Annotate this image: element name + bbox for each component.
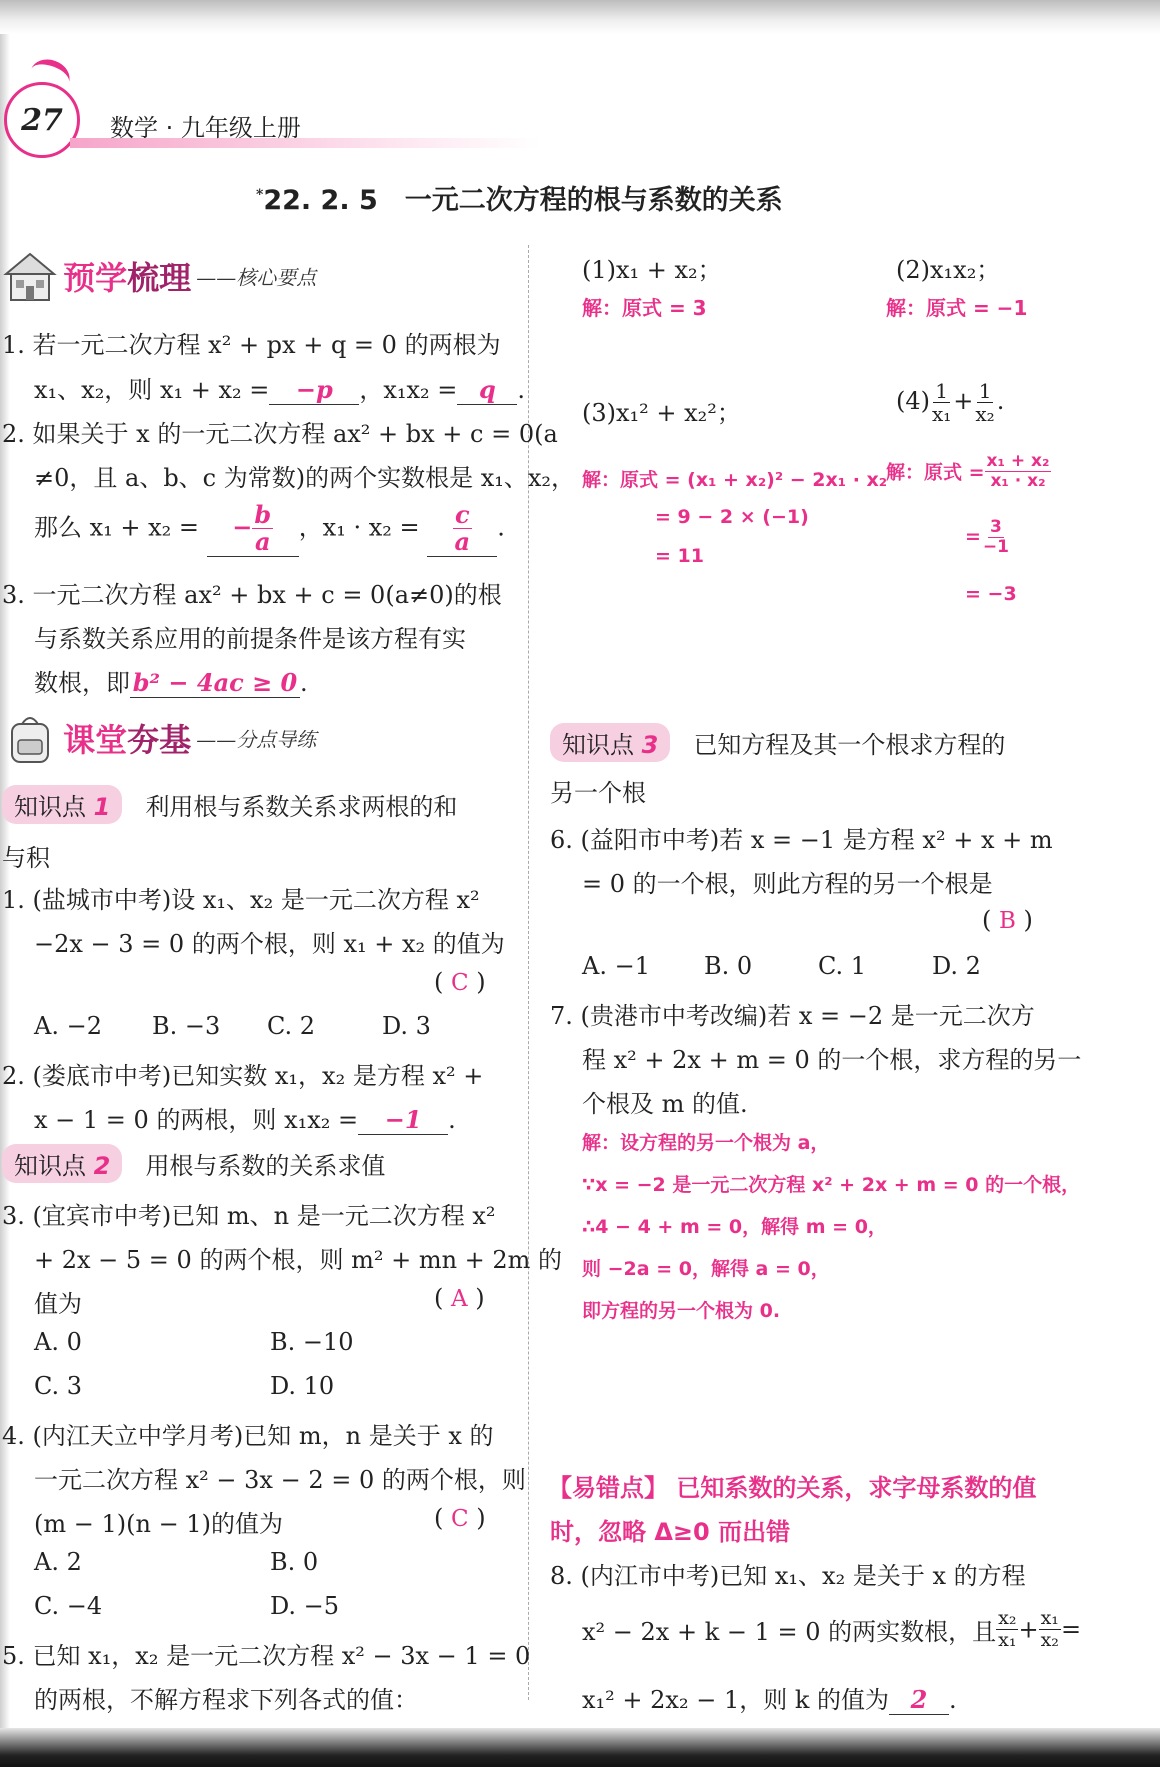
q4-answer-value: C [451, 1506, 469, 1532]
q5-p4-end: . [996, 387, 1005, 415]
p-i2-ans2 [427, 502, 497, 557]
classroom-title-b: 夯基 [127, 721, 192, 759]
q5-p1-sol: 解：原式 = 3 [582, 296, 707, 320]
q5-p3-sol1: 解：原式 = (x₁ + x₂)² − 2x₁ · x₂ [582, 469, 888, 491]
q8-l3a: x₁² + 2x₂ − 1，则 k 的值为 [582, 1686, 890, 1714]
q7-sol-4: 则 −2a = 0，解得 a = 0， [582, 1258, 830, 1280]
preview-title-b: 梳理 [127, 259, 192, 297]
q5-p4-sol2 [965, 518, 1011, 556]
p-i1-l1: 1. 若一元二次方程 x² + px + q = 0 的两根为 [2, 331, 501, 359]
q5-p4-sol2-num: 3 [990, 517, 1002, 537]
p-i3-l3a: 数根，即 [34, 669, 130, 697]
q8-f1-num: x₂ [998, 1607, 1017, 1629]
q2-l2a: x − 1 = 0 的两根，则 x₁x₂ = [34, 1106, 359, 1134]
preview-subtitle: ——核心要点 [196, 265, 317, 290]
p-i1-l2c: . [517, 376, 526, 404]
q7-sol-1: 解：设方程的另一个根为 a， [582, 1132, 830, 1154]
q5-l1: 5. 已知 x₁，x₂ 是一元二次方程 x² − 3x − 1 = 0 [2, 1642, 531, 1670]
p-i3-l1: 3. 一元二次方程 ax² + bx + c = 0(a≠0)的根 [2, 581, 502, 609]
p-i3-l2: 与系数关系应用的前提条件是该方程有实 [34, 625, 466, 653]
page-top-edge [0, 0, 1160, 34]
classroom-subtitle: ——分点导练 [196, 727, 317, 752]
q2-l2 [34, 1100, 456, 1135]
kp3-text2: 另一个根 [550, 779, 646, 807]
q3-answer-value: A [451, 1286, 468, 1312]
preview-section-header [2, 248, 316, 304]
q4-l2: 一元二次方程 x² − 3x − 2 = 0 的两个根，则 [34, 1466, 526, 1494]
q6-l1: 6. (益阳市中考)若 x = −1 是方程 x² + x + m [550, 826, 1053, 854]
q8-answer: 2 [889, 1685, 949, 1715]
lesson-title [256, 178, 783, 217]
mistake-label: 【易错点】 [548, 1474, 668, 1502]
q6-answer: ( B ) [982, 906, 1033, 934]
q5-p4-sol2-den: −1 [982, 536, 1009, 557]
p-i1-l2a: x₁、x₂，则 x₁ + x₂ = [34, 376, 270, 404]
kp2-label: 知识点 [14, 1152, 86, 1180]
page-bottom-edge [0, 1728, 1160, 1767]
p-i1-ans2: q [457, 375, 517, 405]
q5-p1: (1)x₁ + x₂； [582, 256, 722, 284]
q8-eq: = [1060, 1615, 1082, 1644]
q5-p3-sol3: = 11 [655, 545, 704, 567]
q8-l2 [582, 1608, 1081, 1651]
q5-p4-num2: 1 [978, 379, 992, 403]
q5-p4-den1: x₁ [932, 402, 952, 426]
q6-opt-c: C. 1 [818, 952, 867, 980]
q5-p4-sol-num: x₁ + x₂ [986, 451, 1050, 471]
q5-p4-sol1 [886, 452, 1051, 490]
lesson-title-text: 22. 2. 5 一元二次方程的根与系数的关系 [263, 185, 783, 216]
q1-opt-c: C. 2 [267, 1012, 316, 1040]
q7-sol-3: ∴4 − 4 + m = 0，解得 m = 0， [582, 1216, 887, 1238]
p-i2-ans1 [207, 502, 299, 557]
classroom-section-header [2, 710, 316, 766]
q1-l2: −2x − 3 = 0 的两个根，则 x₁ + x₂ 的值为 [34, 930, 505, 958]
p-i1-ans1: −p [269, 375, 359, 405]
q6-answer-value: B [999, 908, 1016, 934]
q7-l3: 个根及 m 的值. [582, 1090, 748, 1118]
q8-f2-num: x₁ [1040, 1607, 1059, 1629]
p-i2-ans2-den: a [454, 527, 471, 557]
page-number-badge [4, 82, 80, 158]
q8-plus: + [1018, 1615, 1039, 1644]
kp3 [550, 723, 1005, 762]
p-i3-ans: b² − 4ac ≥ 0 [130, 668, 300, 698]
book-title: 数学 · 九年级上册 [110, 114, 301, 142]
p-i3-l3 [34, 663, 308, 698]
p-i2-l3b: ，x₁ · x₂ = [298, 513, 420, 542]
kp2-num: 2 [93, 1152, 111, 1180]
kp1-num: 1 [93, 793, 111, 821]
q5-p4-num1: 1 [935, 379, 949, 403]
q5-p4-pre: (4) [896, 387, 930, 415]
q5-l2: 的两根，不解方程求下列各式的值： [34, 1686, 418, 1714]
mistake-line1 [548, 1468, 1036, 1503]
p-i2-l3 [34, 502, 505, 557]
q8-f1-den: x₁ [998, 1628, 1017, 1651]
classroom-title-a: 课堂 [63, 721, 128, 759]
backpack-icon [2, 710, 58, 766]
kp2-text: 用根与系数的关系求值 [145, 1152, 386, 1180]
q5-p4-den2: x₂ [975, 402, 995, 426]
q1-l1: 1. (盐城市中考)设 x₁、x₂ 是一元二次方程 x² [2, 886, 480, 914]
q1-opt-b: B. −3 [152, 1012, 221, 1040]
q3-opt-a: A. 0 [34, 1328, 82, 1356]
q5-p4-sol3: = −3 [965, 583, 1017, 605]
p-i3-l3b: . [300, 669, 308, 697]
p-i2-l2: ≠0，且 a、b、c 为常数)的两个实数根是 x₁、x₂， [34, 464, 576, 492]
q8-l3 [582, 1680, 957, 1715]
kp3-label: 知识点 [562, 731, 634, 759]
p-i2-ans1-num: b [254, 500, 272, 529]
p-i2-ans2-num: c [454, 500, 470, 529]
kp3-num: 3 [641, 731, 659, 759]
kp1-text: 利用根与系数关系求两根的和 [145, 793, 458, 821]
q5-p2: (2)x₁x₂； [896, 256, 1001, 284]
page-number: 27 [21, 102, 63, 138]
q2-answer: −1 [358, 1105, 448, 1135]
house-icon [2, 248, 58, 304]
q3-opt-c: C. 3 [34, 1372, 83, 1400]
kp1-label: 知识点 [14, 793, 86, 821]
q3-opt-d: D. 10 [270, 1372, 335, 1400]
q3-answer: ( A ) [434, 1284, 485, 1312]
q1-answer-value: C [451, 970, 469, 996]
p-i1-l2b: ，x₁x₂ = [359, 376, 458, 404]
kp3-text: 已知方程及其一个根求方程的 [693, 731, 1006, 759]
q6-opt-a: A. −1 [582, 952, 650, 980]
lesson-mark: * [256, 187, 264, 203]
q5-p4-plus: + [953, 387, 974, 415]
q3-l3: 值为 [34, 1290, 82, 1318]
q7-l2: 程 x² + 2x + m = 0 的一个根，求方程的另一 [582, 1046, 1082, 1074]
q7-sol-5: 即方程的另一个根为 0. [582, 1300, 781, 1322]
q5-p3: (3)x₁² + x₂²； [582, 399, 741, 427]
q5-p4-sol2-eq: = [965, 525, 981, 548]
q4-opt-a: A. 2 [34, 1548, 82, 1576]
q8-l2a: x² − 2x + k − 1 = 0 的两实数根，且 [582, 1617, 997, 1646]
q4-opt-b: B. 0 [270, 1548, 319, 1576]
q1-options [34, 1012, 431, 1040]
q7-l1: 7. (贵港市中考改编)若 x = −2 是一元二次方 [550, 1002, 1035, 1030]
q1-opt-a: A. −2 [34, 1012, 102, 1040]
mistake-text2: 时，忽略 Δ≥0 而出错 [550, 1518, 791, 1546]
p-i2-ans1-sign: − [232, 512, 253, 542]
q5-p3-sol2: = 9 − 2 × (−1) [655, 506, 809, 528]
q8-l3b: . [949, 1686, 957, 1714]
p-i2-l1: 2. 如果关于 x 的一元二次方程 ax² + bx + c = 0(a [2, 420, 558, 448]
q6-l2: = 0 的一个根，则此方程的另一个根是 [582, 870, 993, 898]
q7-sol-2: ∵x = −2 是一元二次方程 x² + 2x + m = 0 的一个根， [582, 1174, 1081, 1196]
preview-title-a: 预学 [63, 259, 128, 297]
q2-l2b: . [448, 1106, 456, 1134]
q5-p4-sol-pre: 解：原式 = [886, 461, 985, 484]
q4-answer: ( C ) [434, 1504, 486, 1532]
q4-opt-d: D. −5 [270, 1592, 340, 1620]
q6-opt-d: D. 2 [932, 952, 981, 980]
q8-l1: 8. (内江市中考)已知 x₁、x₂ 是关于 x 的方程 [550, 1562, 1026, 1590]
q5-p2-sol: 解：原式 = −1 [886, 296, 1028, 320]
q3-l2: + 2x − 5 = 0 的两个根，则 m² + mn + 2m 的 [34, 1246, 563, 1274]
p-i2-l3c: . [497, 513, 505, 542]
kp1 [2, 785, 457, 824]
q6-options [582, 952, 981, 980]
q5-p4-sol-den: x₁ · x₂ [990, 470, 1046, 491]
q1-answer: ( C ) [434, 968, 486, 996]
p-i1-l2 [34, 370, 525, 405]
q6-opt-b: B. 0 [704, 952, 753, 980]
q3-opt-b: B. −10 [270, 1328, 354, 1356]
kp2 [2, 1144, 385, 1183]
q1-opt-d: D. 3 [382, 1012, 431, 1040]
q2-l1: 2. (娄底市中考)已知实数 x₁，x₂ 是方程 x² + [2, 1062, 484, 1090]
p-i2-ans1-den: a [254, 527, 271, 557]
q8-f2-den: x₂ [1040, 1628, 1059, 1651]
q4-l3: (m − 1)(n − 1)的值为 [34, 1510, 283, 1538]
q5-p4 [896, 380, 1004, 425]
q4-l1: 4. (内江天立中学月考)已知 m，n 是关于 x 的 [2, 1422, 494, 1450]
q3-l1: 3. (宜宾市中考)已知 m、n 是一元二次方程 x² [2, 1202, 496, 1230]
mistake-text: 已知系数的关系，求字母系数的值 [676, 1474, 1037, 1502]
p-i2-l3a: 那么 x₁ + x₂ = [34, 513, 200, 542]
kp1-text2: 与积 [2, 844, 50, 872]
q4-opt-c: C. −4 [34, 1592, 103, 1620]
